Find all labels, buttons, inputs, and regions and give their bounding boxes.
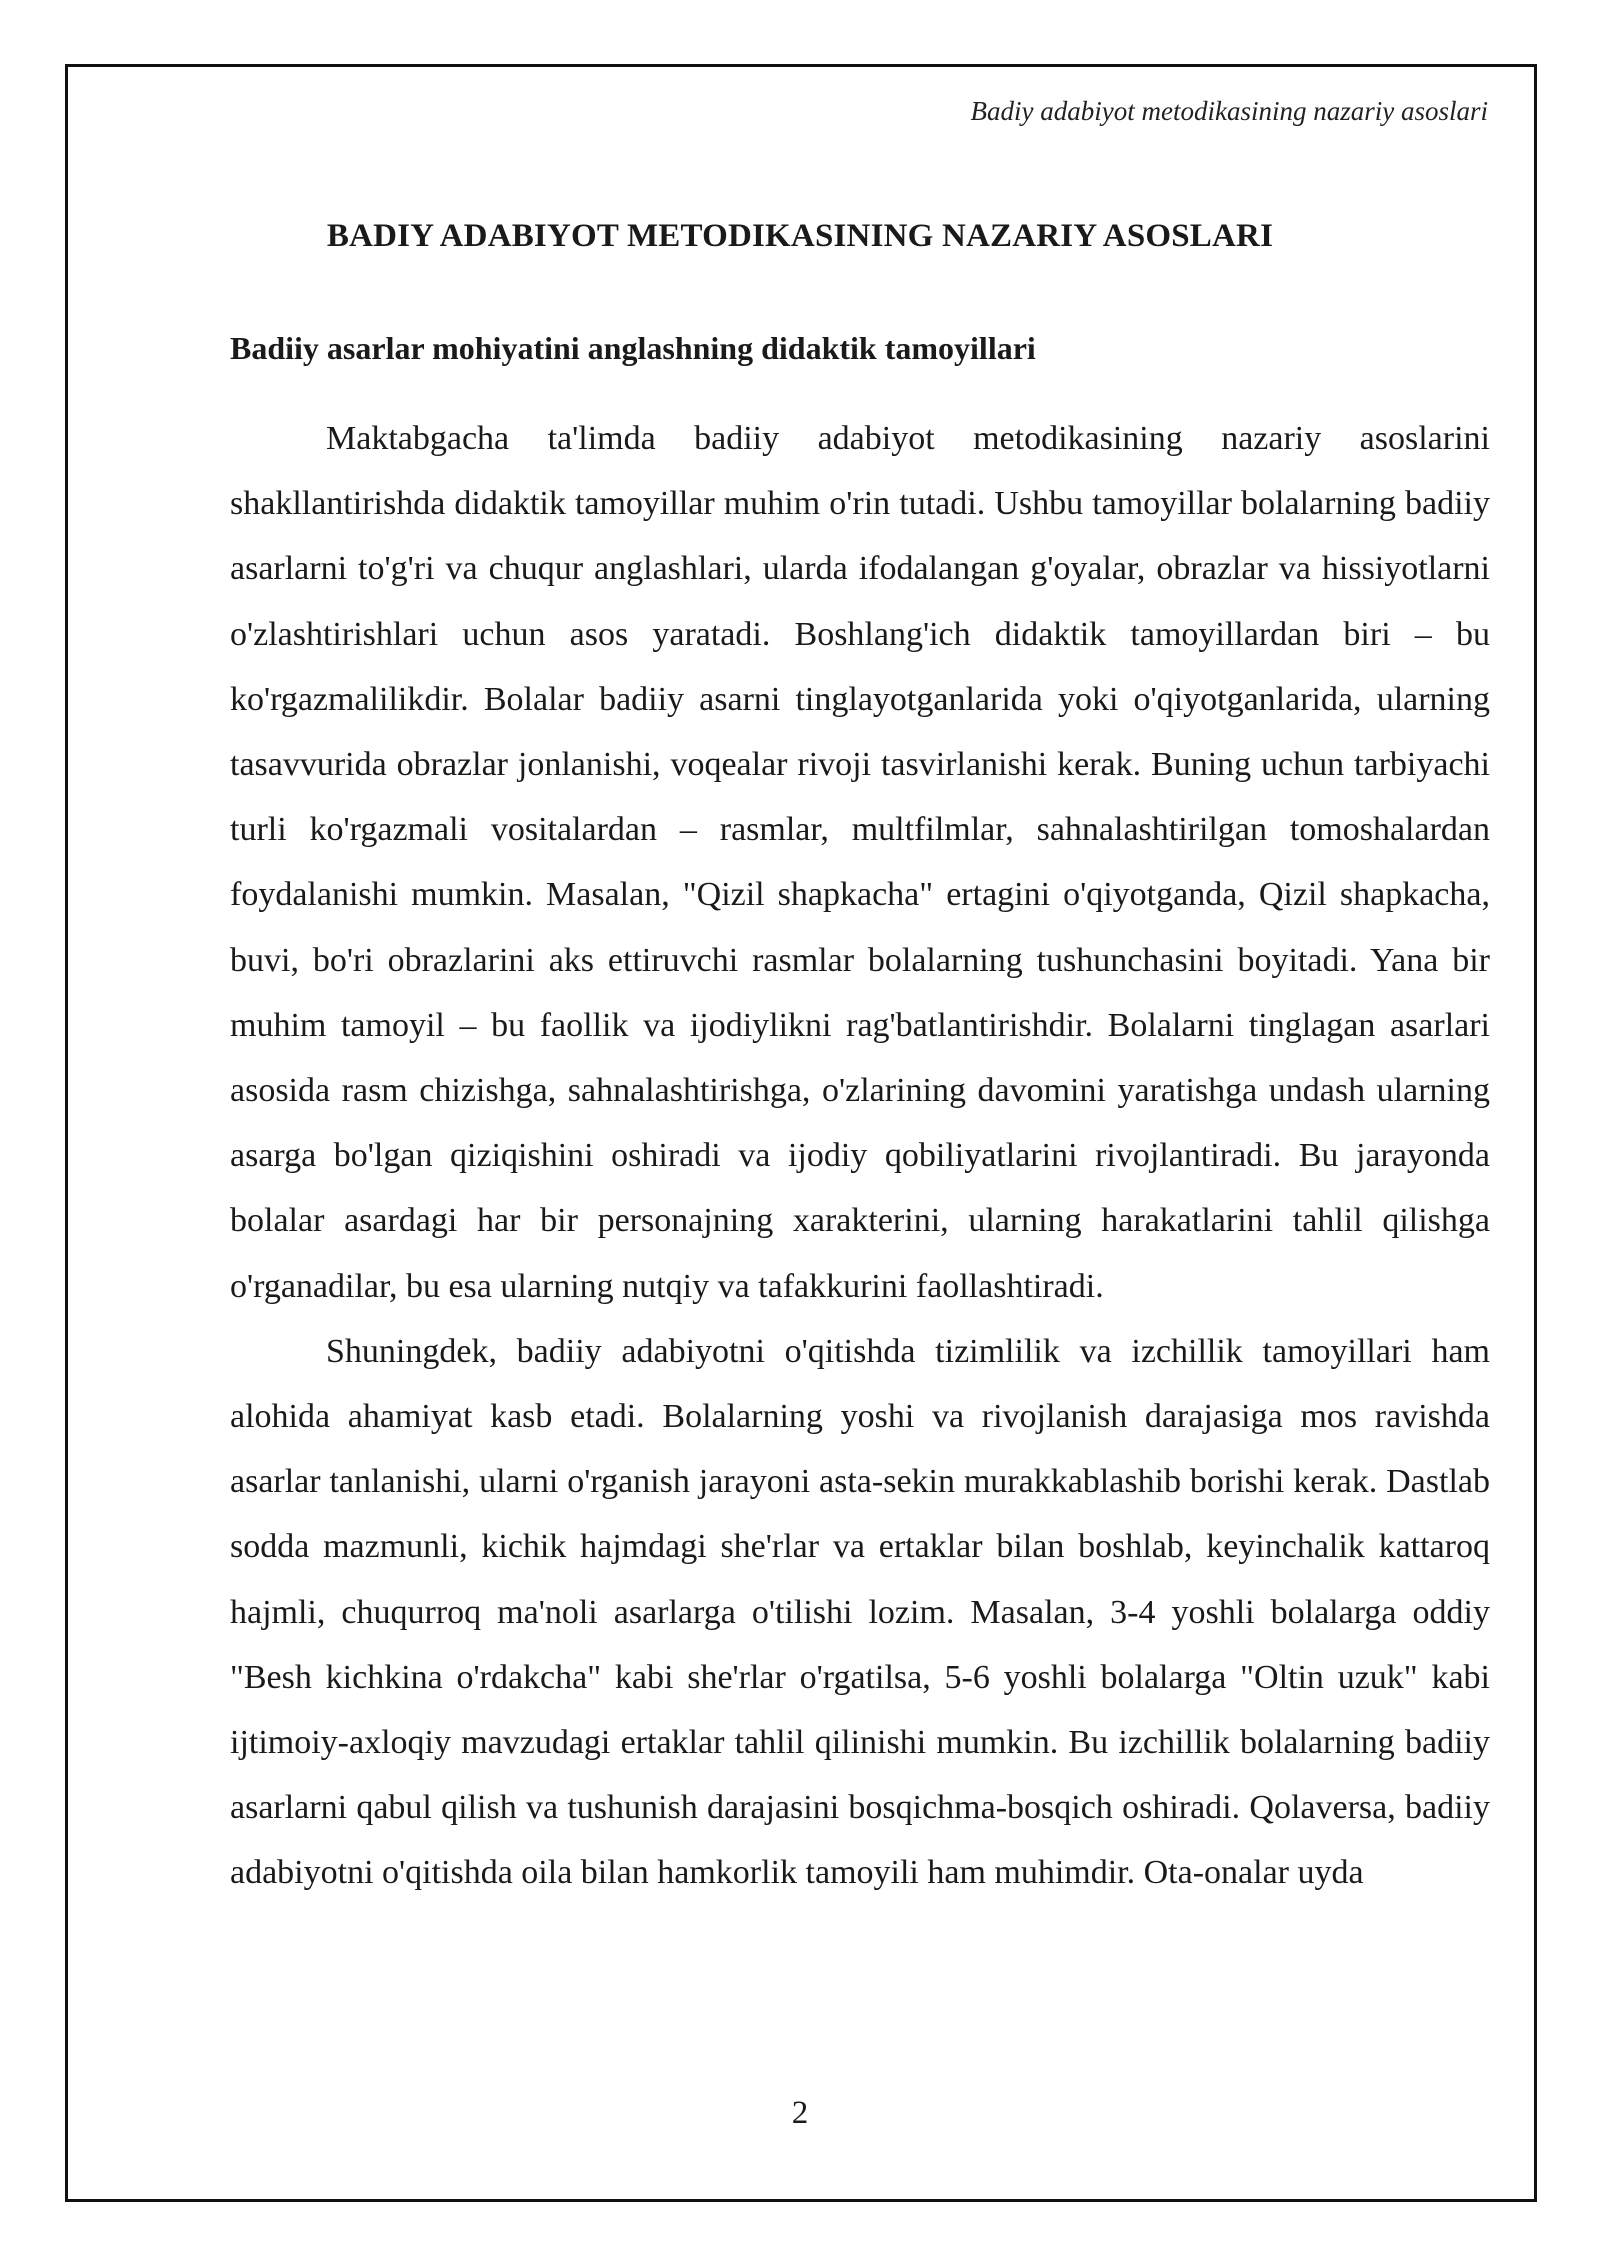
running-header: Badiy adabiyot metodikasining nazariy asoslari — [970, 96, 1488, 126]
section-heading: Badiiy asarlar mohiyatini anglashning didaktik tamoyillari — [230, 330, 1036, 366]
body-text — [230, 406, 1490, 1906]
paragraph-2: Shuningdek, badiiy adabiyotni o'qitishda tizimlilik va izchillik tamoyillari ham alohida ahamiyat kasb etadi. Bolalarning yoshi va rivojlanish darajasiga mos ravishda asarlar tanlanishi, ularni o'rganish jarayoni asta-sekin murakkablashib borishi kerak. Dastlab sodda mazmunli, kichik hajmdagi she'rlar va ertaklar bilan boshlab, keyinchalik kattaroq hajmli, chuqurroq ma'noli asarlarga o'tilishi lozim. Masalan, 3-4 yoshli bolalarga oddiy "Besh kichkina o'rdakcha" kabi she'rlar o'rgatilsa, 5-6 yoshli bolalarga "Oltin uzuk" kabi ijtimoiy-axloqiy mavzudagi ertaklar tahlil qilinishi mumkin. Bu izchillik bolalarning badiiy asarlarni qabul qilish va tushunish darajasini bosqichma-bosqich oshiradi. Qolaversa, badiiy adabiyotni o'qitishda oila bilan hamkorlik tamoyili ham muhimdir. Ota-onalar uyda — [230, 1332, 1490, 1892]
page-number: 2 — [791, 2095, 809, 2131]
paragraph-1: Maktabgacha ta'limda badiiy adabiyot metodikasining nazariy asoslarini shakllantirishda didaktik tamoyillar muhim o'rin tutadi. Ushbu tamoyillar bolalarning badiiy asarlarni to'g'ri va chuqur anglashlari, ularda ifodalangan g'oyalar, obrazlar va hissiyotlarni o'zlashtirishlari uchun asos yaratadi. Boshlang'ich didaktik tamoyillardan biri – bu ko'rgazmalilikdir. Bolalar badiiy asarni tinglayotganlarida yoki o'qiyotganlarida, ularning tasavvurida obrazlar jonlanishi, voqealar rivoji tasvirlanishi kerak. Buning uchun tarbiyachi turli ko'rgazmali vositalardan – rasmlar, multfilmlar, sahnalashtirilgan tomoshalardan foydalanishi mumkin. Masalan, "Qizil shapkacha" ertagini o'qiyotganda, Qizil shapkacha, buvi, bo'ri obrazlarini aks ettiruvchi rasmlar bolalarning tushunchasini boyitadi. Yana bir muhim tamoyil – bu faollik va ijodiylikni rag'batlantirishdir. Bolalarni tinglagan asarlari asosida rasm chizishga, sahnalashtirishga, o'zlarining davomini yaratishga undash ularning asarga bo'lgan qiziqishini oshiradi va ijodiy qobiliyatlarini rivojlantiradi. Bu jarayonda bolalar asardagi har bir personajning xarakterini, ularning harakatlarini tahlil qilishga o'rganadilar, bu esa ularning nutqiy va tafakkurini faollashtiradi. — [230, 420, 1490, 1305]
document-title: BADIY ADABIYOT METODIKASINING NAZARIY ASOSLARI — [326, 218, 1274, 254]
